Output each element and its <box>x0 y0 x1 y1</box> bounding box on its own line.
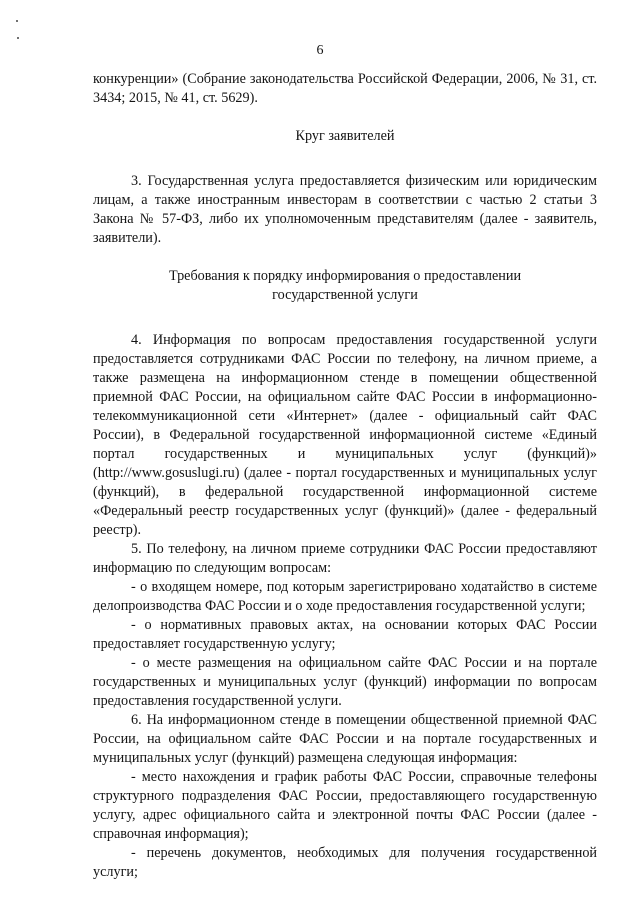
continuation-paragraph: конкуренции» (Собрание законодательства Российской Федерации, 2006, № 31, ст. 3434; 2015, № 41, ст. 5629). <box>93 71 597 106</box>
paragraph-3: 3. Государственная услуга предоставляется физическим или юридическим лицам, а также иностранным инвесторам в соответствии с частью 2 статьи 3 Закона № 57-ФЗ, либо их уполномоченным представителям (далее - заявитель, заявители). <box>93 173 597 246</box>
page-number: 6 <box>316 43 324 58</box>
scan-speck-mark <box>16 20 18 22</box>
list-item-documents-list: - перечень документов, необходимых для получения государственной услуги; <box>93 845 597 880</box>
list-item-location-schedule: - место нахождения и график работы ФАС России, справочные телефоны структурного подразделения ФАС России, предоставляющего государственную услугу, адрес официального сайта и электронной почты ФАС России (далее - справочная информация); <box>93 769 597 842</box>
paragraph-5: 5. По телефону, на личном приеме сотрудники ФАС России предоставляют информацию по следующим вопросам: <box>93 541 597 576</box>
paragraph-4: 4. Информация по вопросам предоставления государственной услуги предоставляется сотрудниками ФАС России по телефону, на личном приеме, а также размещена на информационном стенде в помещении общественной приемной ФАС России, на официальном сайте ФАС России в информационно-телекоммуникационной сети «Интернет» (далее - официальный сайт ФАС России), в Федеральной государственной информационной системе «Единый портал государственных и муниципальных услуг (функций)» (http://www.gosuslugi.ru) (далее - портал государственных и муниципальных услуг (функций), в федеральной государственной информационной системе «Федеральный реестр государственных услуг (функций)» (далее - федеральный реестр). <box>93 332 597 538</box>
list-item-incoming-number: - о входящем номере, под которым зарегистрировано ходатайство в системе делопроизводства ФАС России и о ходе предоставления государственной услуги; <box>93 579 597 614</box>
document-body <box>93 70 597 882</box>
section-heading-information-requirements: Требования к порядку информирования о предоставлении государственной услуги <box>168 268 522 303</box>
list-item-normative-acts: - о нормативных правовых актах, на основании которых ФАС России предоставляет государственную услугу; <box>93 617 597 652</box>
list-item-placement-info: - о месте размещения на официальном сайте ФАС России и на портале государственных и муниципальных услуг (функций) информации по вопросам предоставления государственной услуги. <box>93 655 597 709</box>
scan-speck-mark <box>17 37 19 39</box>
paragraph-6: 6. На информационном стенде в помещении общественной приемной ФАС России, на официальном сайте ФАС России и на портале государственных и муниципальных услуг (функций) размещена следующая информация: <box>93 712 597 766</box>
section-heading-applicants: Круг заявителей <box>295 128 395 144</box>
